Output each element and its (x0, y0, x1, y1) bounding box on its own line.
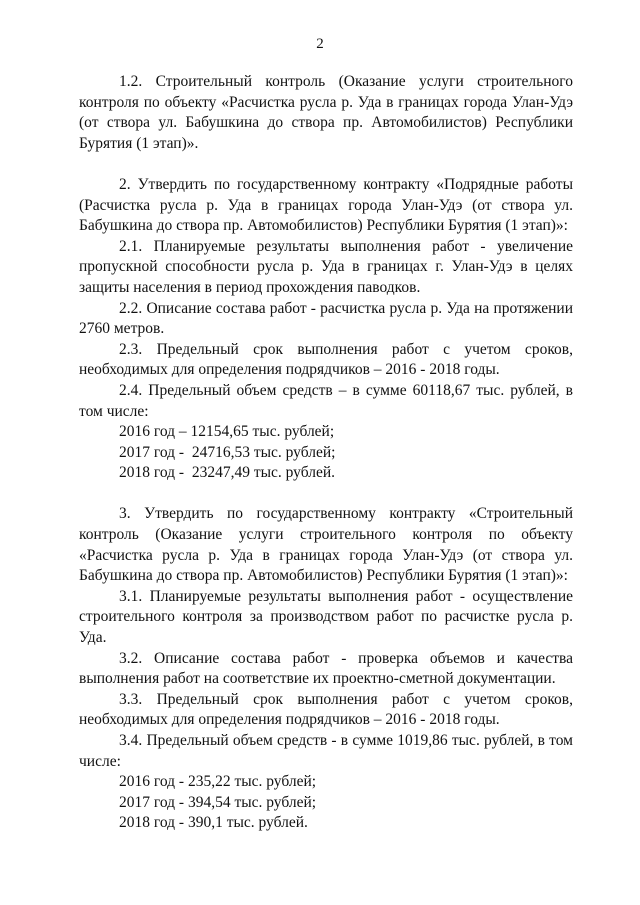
paragraph-3: 3. Утвердить по государственному контракту «Строительный контроль (Оказание услуги строительного контроля по объекту «Расчистка русла р. Уда в границах города Улан-Удэ (от створа ул. Бабушкина до створа пр. Автомобилистов) Республики Бурятия (1 этап)»: (79, 505, 573, 585)
paragraph-3-1: 3.1. Планируемые результаты выполнения работ - осуществление строительного контроля за производством работ по расчистке русла р. Уда. (79, 587, 573, 647)
paragraph-3-2: 3.2. Описание состава работ - проверка объемов и качества выполнения работ на соответствие их проектно-сметной документации. (79, 649, 573, 688)
year-line-2018: 2018 год - 23247,49 тыс. рублей. (119, 464, 336, 482)
paragraph-gap (79, 154, 573, 175)
paragraph-1-2: 1.2. Строительный контроль (Оказание услуги строительного контроля по объекту «Расчистка русла р. Уда в границах города Улан-Удэ (от створа ул. Бабушкина до створа пр. Автомобилистов) Республики Бурятия (1 этап)». (79, 73, 573, 152)
page-number: 2 (316, 36, 324, 52)
paragraph-2-1: 2.1. Планируемые результаты выполнения работ - увеличение пропускной способности русла р. Уда в границах г. Улан-Удэ в целях защиты населения в период прохождения паводков. (79, 237, 573, 296)
year-line-2017: 2017 год - 24716,53 тыс. рублей; (119, 443, 336, 461)
paragraph-2: 2. Утвердить по государственному контракту «Подрядные работы (Расчистка русла р. Уда в границах города Улан-Удэ (от створа ул. Бабушкина до створа пр. Автомобилистов) Республики Бурятия (1 этап)»: (79, 175, 573, 235)
paragraph-2-3: 2.3. Предельный срок выполнения работ с учетом сроков, необходимых для определения подрядчиков – 2016 - 2018 годы. (79, 340, 573, 379)
document-body (79, 72, 573, 834)
paragraph-3-4: 3.4. Предельный объем средств - в сумме 1019,86 тыс. рублей, в том числе: (79, 732, 573, 770)
paragraph-3-3: 3.3. Предельный срок выполнения работ с учетом сроков, необходимых для определения подрядчиков – 2016 - 2018 годы. (79, 690, 573, 729)
year-line-2017: 2017 год - 394,54 тыс. рублей; (119, 793, 317, 811)
year-line-2016: 2016 год – 12154,65 тыс. рублей; (119, 423, 335, 441)
year-line-2018: 2018 год - 390,1 тыс. рублей. (119, 814, 308, 832)
paragraph-2-2: 2.2. Описание состава работ - расчистка русла р. Уда на протяжении 2760 метров. (79, 299, 573, 338)
paragraph-2-4: 2.4. Предельный объем средств – в сумме 60118,67 тыс. рублей, в том числе: (79, 381, 573, 420)
year-line-2016: 2016 год - 235,22 тыс. рублей; (119, 773, 317, 791)
paragraph-gap (79, 484, 573, 505)
